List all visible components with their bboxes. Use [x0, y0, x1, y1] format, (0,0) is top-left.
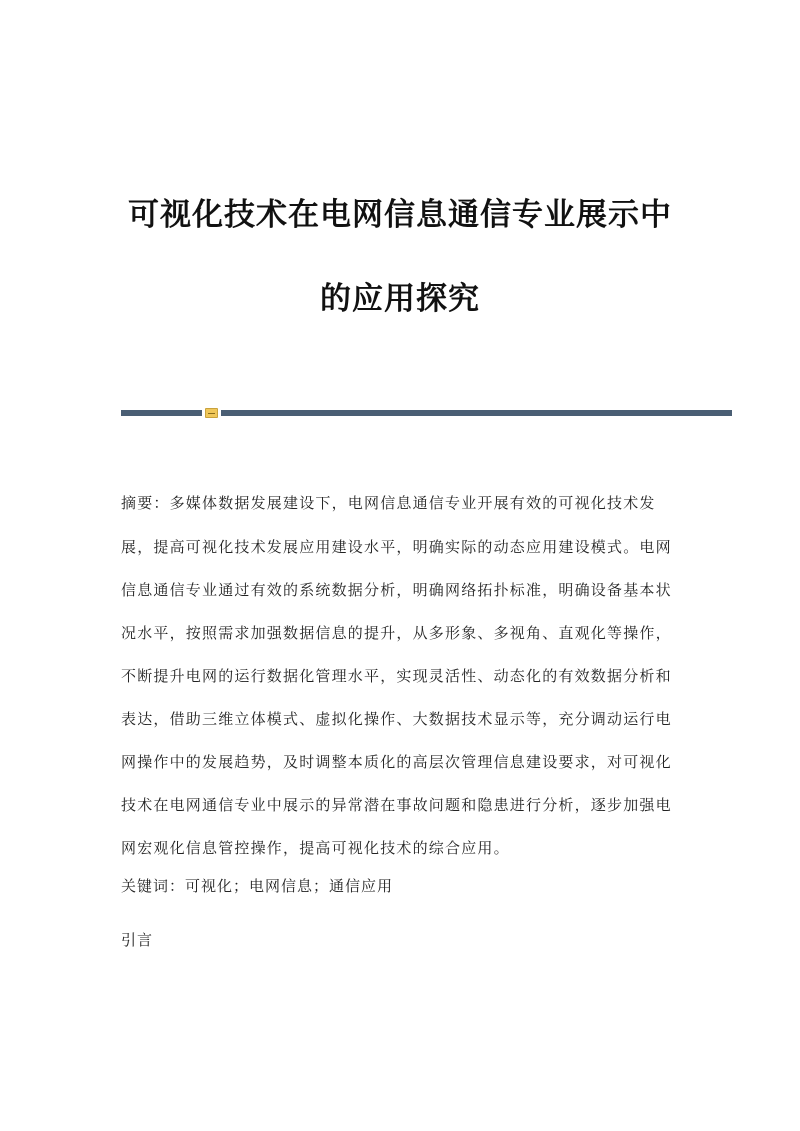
abstract-line: 技术在电网通信专业中展示的异常潜在事故问题和隐患进行分析，逐步加强电: [121, 796, 672, 814]
abstract-line: 摘要：多媒体数据发展建设下，电网信息通信专业开展有效的可视化技术发: [121, 494, 656, 512]
keywords-line: 关键词：可视化；电网信息；通信应用: [121, 877, 394, 895]
abstract-line: 网操作中的发展趋势，及时调整本质化的高层次管理信息建设要求，对可视化: [121, 753, 672, 771]
abstract-line: 不断提升电网的运行数据化管理水平，实现灵活性、动态化的有效数据分析和: [121, 667, 672, 685]
divider-bar-right: [221, 410, 732, 416]
abstract-line: 信息通信专业通过有效的系统数据分析，明确网络拓扑标准，明确设备基本状: [121, 581, 672, 599]
title-divider: [121, 408, 732, 418]
abstract-line: 表达，借助三维立体模式、虚拟化操作、大数据技术显示等，充分调动运行电: [121, 710, 672, 728]
divider-emblem-icon: [205, 408, 218, 418]
document-title-line-2: 的应用探究: [320, 281, 480, 317]
abstract-line: 展，提高可视化技术发展应用建设水平，明确实际的动态应用建设模式。电网: [121, 538, 672, 556]
section-heading-introduction: 引言: [121, 931, 154, 949]
abstract-line: 况水平，按照需求加强数据信息的提升，从多形象、多视角、直观化等操作，: [121, 624, 672, 642]
abstract-line: 网宏观化信息管控操作，提高可视化技术的综合应用。: [121, 839, 510, 857]
document-title-line-1: 可视化技术在电网信息通信专业展示中: [128, 197, 672, 233]
divider-bar-left: [121, 410, 202, 416]
